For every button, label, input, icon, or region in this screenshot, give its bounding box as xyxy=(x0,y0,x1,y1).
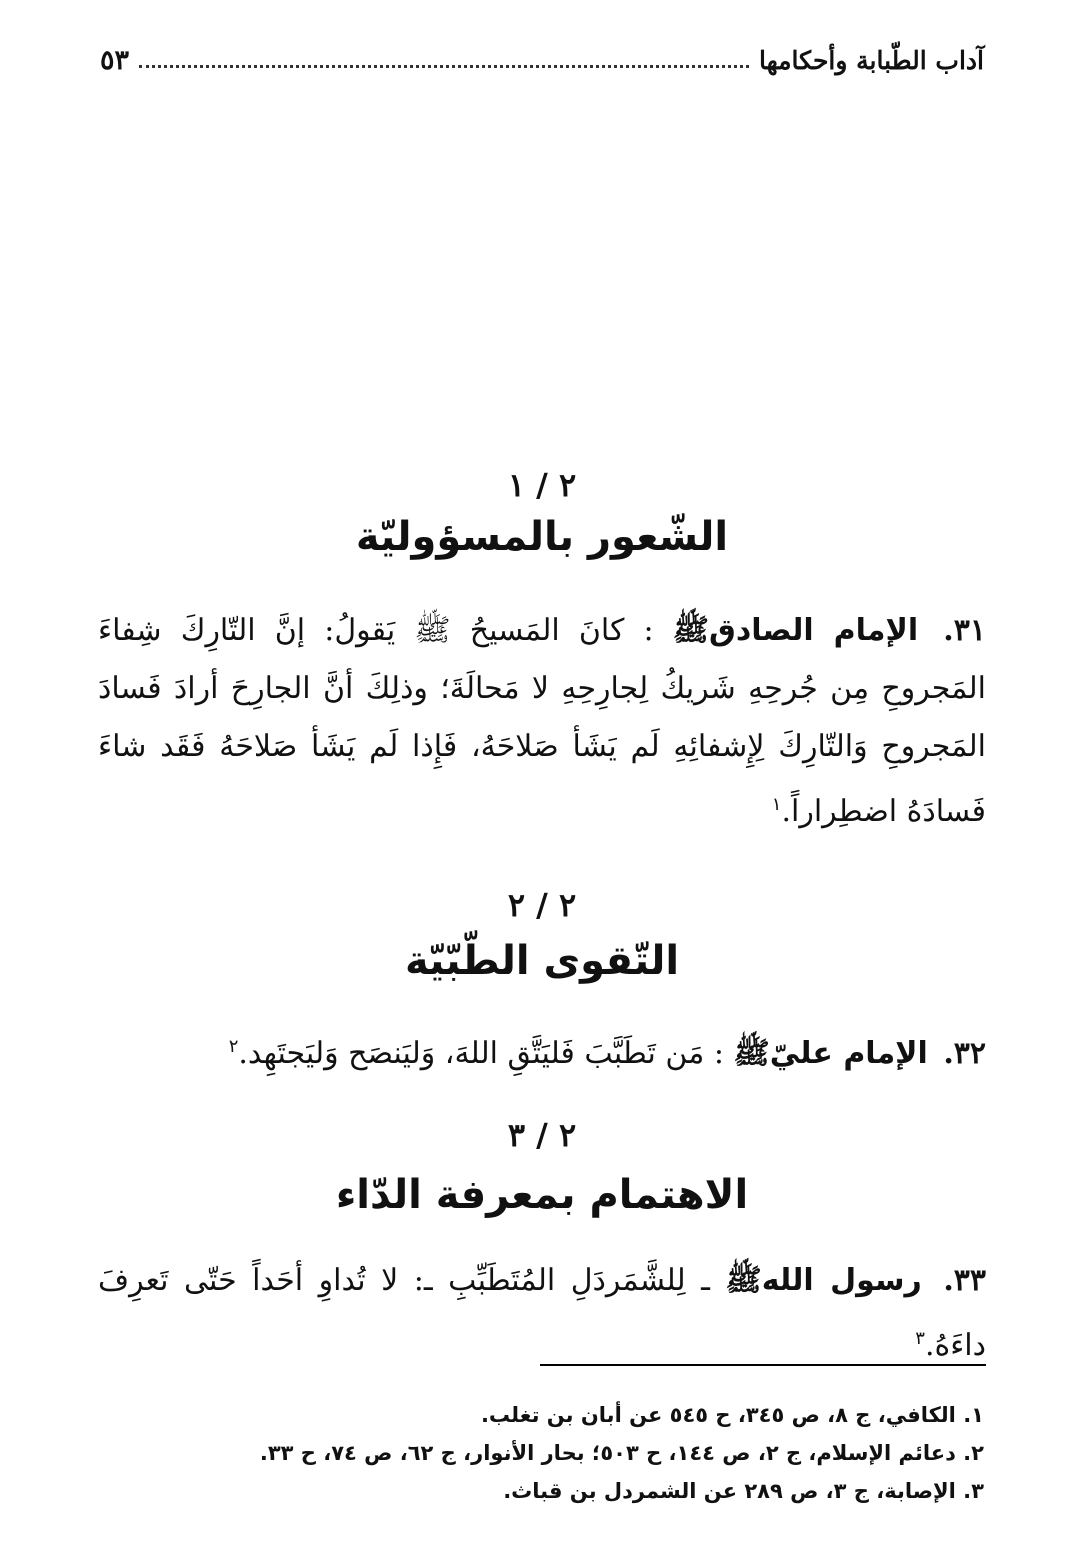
footnote-1: ١. الكافي، ج ٨، ص ٣٤٥، ح ٥٤٥ عن أبان بن تغلب. xyxy=(480,1403,984,1427)
running-header xyxy=(100,40,984,80)
running-title: آداب الطّبابة وأحكامها xyxy=(759,45,984,75)
dot-leader xyxy=(139,65,749,68)
hadith-31 xyxy=(98,602,986,841)
hadith-narrator: الإمام الصادق xyxy=(709,613,919,648)
section-title: الشّعور بالمسؤوليّة xyxy=(355,514,729,560)
hadith-32 xyxy=(98,1018,986,1083)
hadith-number: ٣١. xyxy=(943,613,986,648)
footnote-ref: ٢ xyxy=(228,1036,239,1057)
footnote-ref: ١ xyxy=(771,794,782,815)
hadith-text: ـ لِلشَّمَردَلِ المُتَطَبِّبِ ـ: لا تُداوِ أحَداً حَتّى تَعرِفَ داءَهُ. xyxy=(98,1263,986,1363)
footnote-ref: ٣ xyxy=(915,1328,925,1349)
hadith-narrator: رسول الله xyxy=(761,1263,922,1298)
footnote-2: ٢. دعائم الإسلام، ج ٢، ص ١٤٤، ح ٥٠٣؛ بحار الأنوار، ج ٦٢، ص ٧٤، ح ٣٣. xyxy=(259,1441,984,1465)
hadith-number: ٣٢. xyxy=(943,1036,986,1071)
hadith-number: ٣٣. xyxy=(943,1263,986,1298)
footnote-separator xyxy=(540,1364,986,1366)
section-title: التّقوى الطّبّيّة xyxy=(404,938,680,984)
honorific-mark: ﷺ xyxy=(725,1263,762,1298)
hadith-narrator: الإمام عليّ xyxy=(769,1036,928,1071)
section-number: ٢ / ٣ xyxy=(507,1116,577,1154)
honorific-mark: ﷺ xyxy=(733,1036,770,1071)
section-number: ٢ / ٢ xyxy=(507,886,577,924)
hadith-33 xyxy=(98,1252,986,1375)
page-number: ٥٣ xyxy=(100,44,130,76)
section-number: ٢ / ١ xyxy=(507,466,577,504)
section-title: الاهتمام بمعرفة الدّاء xyxy=(335,1172,749,1218)
hadith-text: : كانَ المَسيحُ ﷺ يَقولُ: إنَّ التّارِكَ شِفاءَ المَجروحِ مِن جُرحِهِ شَريكُ لِجارِحِهِ لا مَحالَةَ؛ وذلِكَ أنَّ الجارِحَ أرادَ فَسادَ المَجروحِ وَالتّارِكَ لِإِشفائِهِ لَم يَشَأ صَلاحَهُ، فَإِذا لَم يَشَأ صَلاحَهُ فَقَد شاءَ فَسادَهُ اضطِراراً. xyxy=(98,613,986,829)
hadith-text: : مَن تَطَبَّبَ فَليَتَّقِ اللهَ، وَليَنصَح وَليَجتَهِد. xyxy=(238,1036,724,1071)
footnote-3: ٣. الإصابة، ج ٣، ص ٢٨٩ عن الشمردل بن قباث. xyxy=(503,1479,984,1503)
footnotes xyxy=(100,1396,984,1510)
honorific-mark: ﷺ xyxy=(672,613,710,648)
